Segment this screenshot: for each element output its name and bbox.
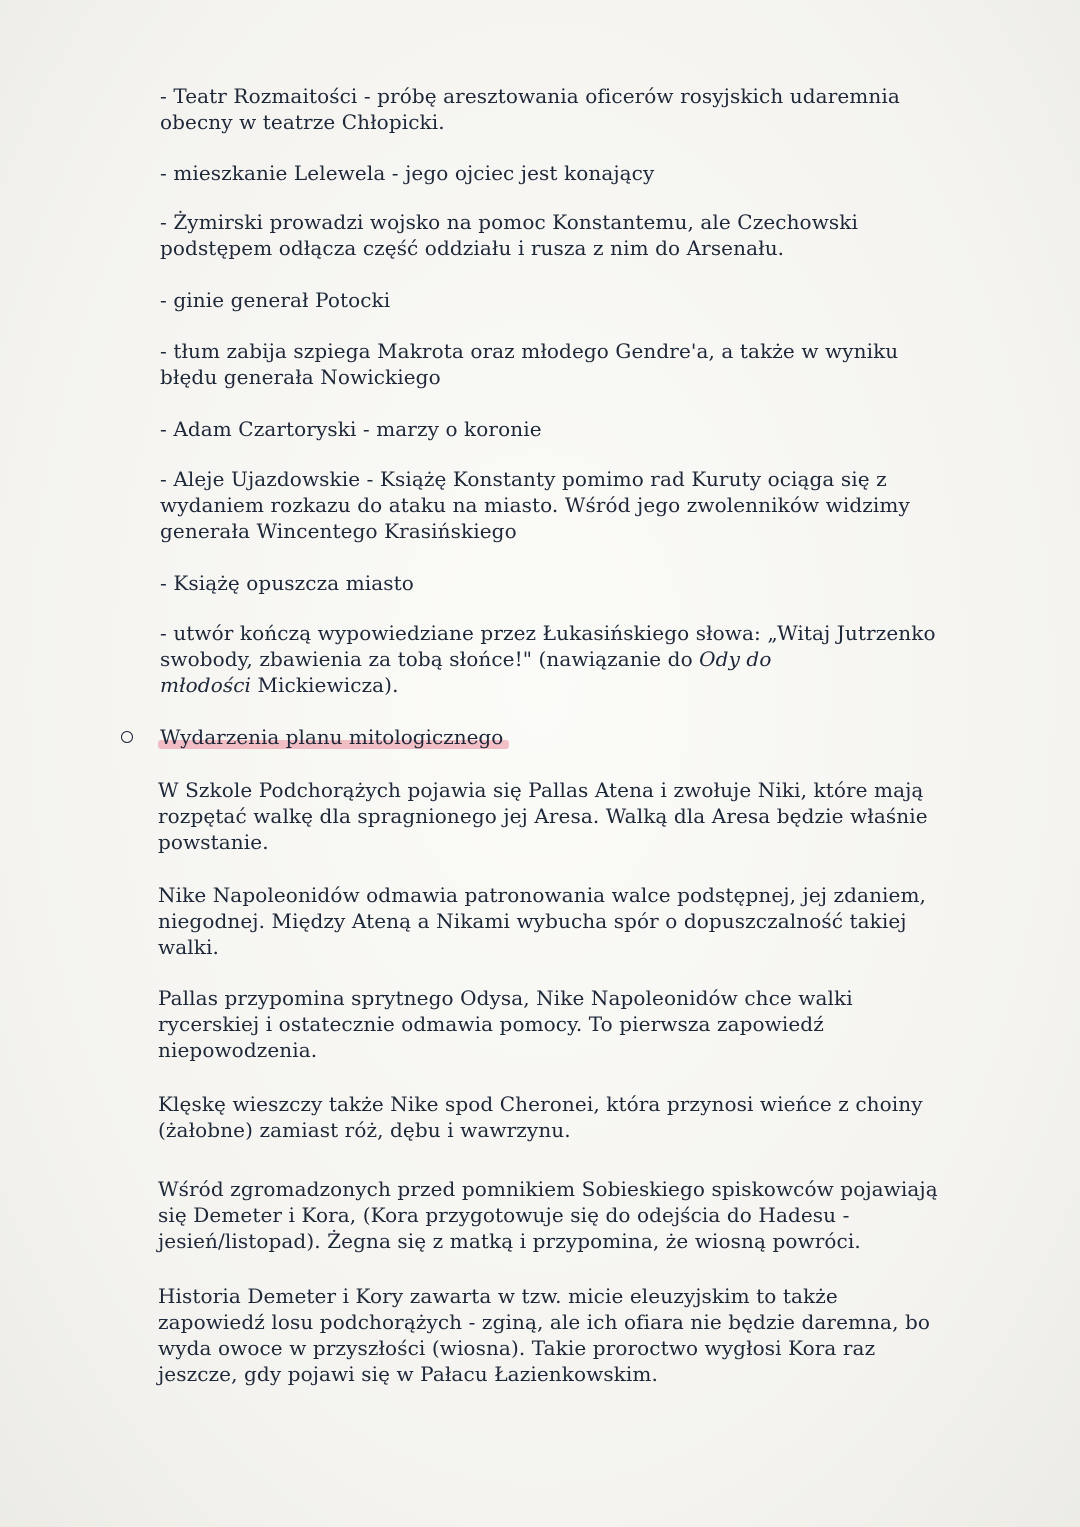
list-item [160, 287, 390, 313]
text-line: (żałobne) zamiast róż, dębu i wawrzynu. [158, 1118, 571, 1142]
text-line: rycerskiej i ostatecznie odmawia pomocy. To pierwsza zapowiedź [158, 1012, 824, 1036]
text-line: niepowodzenia. [158, 1038, 318, 1062]
list-item-final-quote [160, 620, 936, 698]
text-line: - ginie generał Potocki [160, 288, 391, 312]
section-heading-text: Wydarzenia planu mitologicznego [160, 725, 504, 749]
text-line: Wśród zgromadzonych przed pomnikiem Sobieskiego spiskowców pojawiają [158, 1177, 938, 1201]
text-fragment: Mickiewicza). [251, 673, 399, 697]
text-line: Klęskę wieszczy także Nike spod Cheronei, która przynosi wieńce z choiny [158, 1092, 923, 1116]
text-line: - tłum zabija szpiega Makrota oraz młodego Gendre'a, a także w wyniku [160, 339, 899, 363]
text-line: się Demeter i Kora, (Kora przygotowuje się do odejścia do Hadesu - [158, 1203, 850, 1227]
paragraph [158, 777, 928, 855]
list-item [160, 416, 542, 442]
paragraph [158, 1283, 930, 1387]
text-line: wyda owoce w przyszłości (wiosna). Takie proroctwo wygłosi Kora raz [158, 1336, 876, 1360]
text-line: Pallas przypomina sprytnego Odysa, Nike Napoleonidów chce walki [158, 986, 853, 1010]
circle-bullet-icon [121, 731, 133, 743]
paragraph [158, 1176, 938, 1254]
paragraph [158, 985, 853, 1063]
text-line: podstępem odłącza część oddziału i rusza z nim do Arsenału. [160, 236, 785, 260]
text-line: jeszcze, gdy pojawi się w Pałacu Łazienkowskim. [158, 1362, 658, 1386]
list-item [160, 83, 900, 135]
list-item [160, 338, 898, 390]
text-line: Historia Demeter i Kory zawarta w tzw. micie eleuzyjskim to także [158, 1284, 838, 1308]
text-line [160, 672, 936, 698]
text-line: - mieszkanie Lelewela - jego ojciec jest konający [160, 161, 655, 185]
text-fragment: swobody, zbawienia za tobą słońce!" (nawiązanie do [160, 647, 700, 671]
text-line: walki. [158, 935, 219, 959]
list-item [160, 466, 910, 544]
paragraph [158, 1091, 923, 1143]
list-item [160, 160, 654, 186]
text-line: - Aleje Ujazdowskie - Książę Konstanty pomimo rad Kuruty ociąga się z [160, 467, 887, 491]
text-line [160, 646, 936, 672]
text-line: obecny w teatrze Chłopicki. [160, 110, 445, 134]
text-line: - Adam Czartoryski - marzy o koronie [160, 417, 542, 441]
text-line: - Książę opuszcza miasto [160, 571, 414, 595]
italic-title: młodości [160, 673, 251, 697]
list-item [160, 570, 414, 596]
text-line: generała Wincentego Krasińskiego [160, 519, 517, 543]
text-line: niegodnej. Między Ateną a Nikami wybucha spór o dopuszczalność takiej [158, 909, 907, 933]
list-item [160, 209, 858, 261]
text-line: rozpętać walkę dla spragnionego jej Aresa. Walką dla Aresa będzie właśnie [158, 804, 928, 828]
text-line: zapowiedź losu podchorążych - zginą, ale ich ofiara nie będzie daremna, bo [158, 1310, 931, 1334]
text-line: - Żymirski prowadzi wojsko na pomoc Konstantemu, ale Czechowski [160, 210, 858, 234]
text-line: - utwór kończą wypowiedziane przez Łukasińskiego słowa: „Witaj Jutrzenko [160, 621, 936, 645]
text-line: jesień/listopad). Żegna się z matką i przypomina, że wiosną powróci. [158, 1229, 861, 1253]
text-line: Nike Napoleonidów odmawia patronowania walce podstępnej, jej zdaniem, [158, 883, 927, 907]
text-line: W Szkole Podchorążych pojawia się Pallas Atena i zwołuje Niki, które mają [158, 778, 924, 802]
text-line: - Teatr Rozmaitości - próbę aresztowania oficerów rosyjskich udaremnia [160, 84, 900, 108]
paragraph [158, 882, 926, 960]
text-line: wydaniem rozkazu do ataku na miasto. Wśród jego zwolenników widzimy [160, 493, 910, 517]
text-line: powstanie. [158, 830, 269, 854]
italic-title: Ody do [699, 647, 772, 671]
section-heading [160, 724, 503, 750]
text-line: błędu generała Nowickiego [160, 365, 441, 389]
